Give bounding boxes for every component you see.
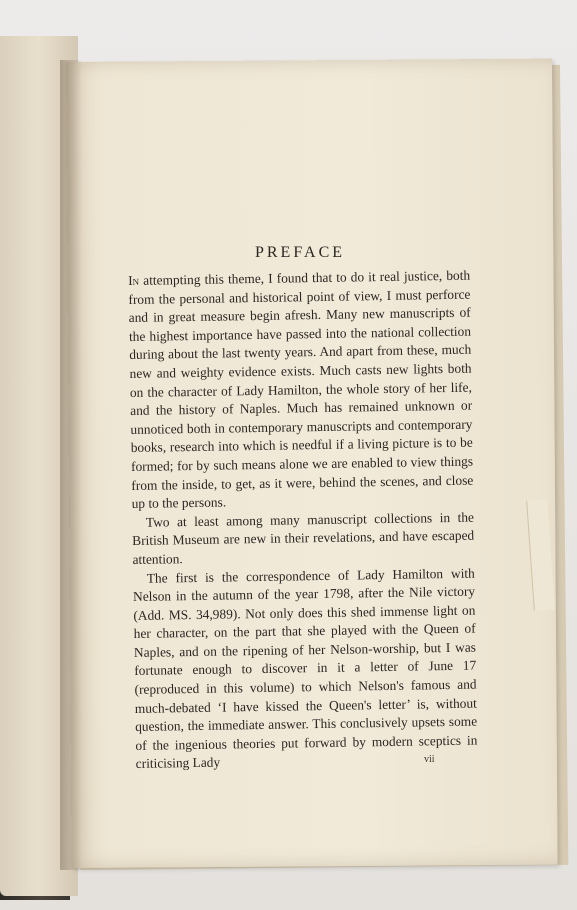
paragraph-1 [128,267,474,514]
paragraph-2 [132,508,475,569]
paragraph-3 [133,564,478,774]
paragraph-text: The first is the correspondence of Lady Hamilton with Nelson in the autumn of the year 1798, after the Nile victory (Add. MS. 34,989). Not only does this shed immense light on her character, on the part that she played with the Queen of Naples, and on the ripening of her Nelson-worship, but I was fortunate enough to discover in it a letter of June 17 (reproduced in this volume) to which Nelson's famous and much-debated ‘I have kissed the Queen's letter’ is, without question, the immediate answer. This conclusively upsets some of the ingenious theories put forward by modern sceptics in criticising Lady [132,565,478,772]
body-text [128,267,478,774]
page-heading: PREFACE [254,244,346,261]
paragraph-text: attempting this theme, I found that to do it real justice, both from the personal and historical point of view, I must perforce and in great measure begin afresh. Many new manuscripts of the highest importance have passed into the national collection during about the last twenty years. And apart from these, much new and weighty evidence exists. Much casts new lights both on the character of Lady Hamilton, the whole story of her life, and the history of Naples. Much has remained unknown or unnoticed both in contemporary manuscripts and contemporary books, research into which is needful if a living picture is to be formed; for by such means alone we are enabled to view things from the inside, to get, as it were, behind the scenes, and close up to the persons. [128,267,474,512]
drop-word: In [128,272,140,288]
paragraph-text: Two at least among many manuscript collections in the British Museum are new in their revelations, and have escaped attention. [132,509,475,567]
page-number: vii [424,754,435,765]
gutter-shadow [60,60,82,870]
